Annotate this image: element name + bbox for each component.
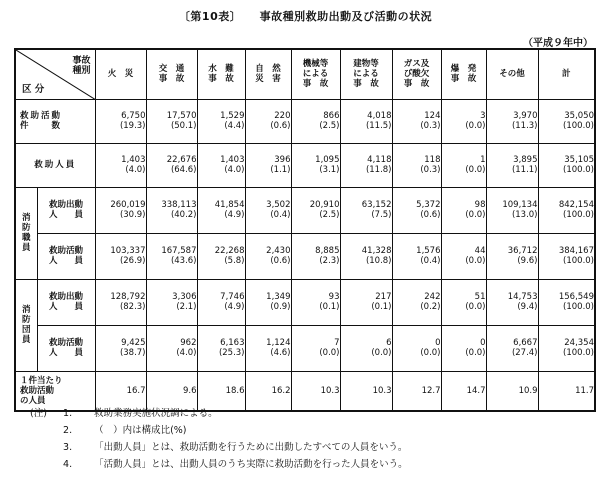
column-header: 火 災 <box>95 49 146 99</box>
table-cell: 3,502 (0.4) <box>245 187 291 233</box>
table-cell: 0 (0.0) <box>392 325 441 371</box>
table-cell: 14.7 <box>441 371 486 411</box>
table-cell: 6,163 (25.3) <box>197 325 245 371</box>
table-cell: 44 (0.0) <box>441 233 486 279</box>
column-header: 機械等 による 事 故 <box>291 49 340 99</box>
table-cell: 384,167 (100.0) <box>538 233 595 279</box>
table-cell: 16.7 <box>95 371 146 411</box>
table-cell: 3,970 (11.3) <box>486 99 538 143</box>
column-header: 交 通 事 故 <box>146 49 197 99</box>
table-cell: 962 (4.0) <box>146 325 197 371</box>
table-cell: 5,372 (0.6) <box>392 187 441 233</box>
table-cell: 6 (0.0) <box>340 325 392 371</box>
row-label-corps-active: 救助活動 人 員 <box>37 325 95 371</box>
corner-bottom-label: 区 分 <box>22 83 45 95</box>
table-cell: 35,105 (100.0) <box>538 143 595 187</box>
note-text: （ ）内は構成比(%) <box>94 425 187 436</box>
table-cell: 16.2 <box>245 371 291 411</box>
table-cell: 0 (0.0) <box>441 325 486 371</box>
table-cell: 24,354 (100.0) <box>538 325 595 371</box>
table-cell: 14,753 (9.4) <box>486 279 538 325</box>
row-label-corps-dispatched: 救助出動 人 員 <box>37 279 95 325</box>
table-cell: 9,425 (38.7) <box>95 325 146 371</box>
table-cell: 22,268 (5.8) <box>197 233 245 279</box>
group-label-fire-staff: 消 防 職 員 <box>15 187 37 279</box>
notes-label: (注) <box>30 408 47 419</box>
group-label-fire-corps: 消 防 団 員 <box>15 279 37 371</box>
table-cell: 260,019 (30.9) <box>95 187 146 233</box>
note-item <box>30 422 408 439</box>
table-cell: 36,712 (9.6) <box>486 233 538 279</box>
table-row <box>15 187 595 233</box>
column-header: 建物等 による 事 故 <box>340 49 392 99</box>
note-item <box>30 439 408 456</box>
note-text: 「活動人員」とは、出動人員のうち実際に救助活動を行った人員をいう。 <box>94 459 408 470</box>
table-cell: 10.3 <box>340 371 392 411</box>
row-label-rescued-persons: 救助人員 <box>15 143 95 187</box>
table-cell: 220 (0.6) <box>245 99 291 143</box>
table-cell: 17,570 (50.1) <box>146 99 197 143</box>
table-cell: 4,118 (11.8) <box>340 143 392 187</box>
note-text: 「出動人員」とは、救助活動を行うために出動したすべての人員をいう。 <box>94 442 408 453</box>
table-cell: 1,349 (0.9) <box>245 279 291 325</box>
table-cell: 217 (0.1) <box>340 279 392 325</box>
note-number: 1. <box>63 408 73 419</box>
table-cell: 156,549 (100.0) <box>538 279 595 325</box>
table-title-text: 事故種別救助出動及び活動の状況 <box>259 10 433 23</box>
note-number: 4. <box>63 459 73 470</box>
table-cell: 41,854 (4.9) <box>197 187 245 233</box>
row-label-staff-active: 救助活動 人 員 <box>37 233 95 279</box>
table-cell: 7 (0.0) <box>291 325 340 371</box>
table-cell: 128,792 (82.3) <box>95 279 146 325</box>
note-text: 救助業務実施状況調による。 <box>94 408 218 419</box>
table-cell: 242 (0.2) <box>392 279 441 325</box>
table-cell: 118 (0.3) <box>392 143 441 187</box>
column-header: 爆 発 事 故 <box>441 49 486 99</box>
table-row <box>15 325 595 371</box>
table-cell: 1,403 (4.0) <box>197 143 245 187</box>
table-cell: 2,430 (0.6) <box>245 233 291 279</box>
table-cell: 10.9 <box>486 371 538 411</box>
table-row <box>15 143 595 187</box>
column-header: 計 <box>538 49 595 99</box>
table-cell: 51 (0.0) <box>441 279 486 325</box>
table-cell: 11.7 <box>538 371 595 411</box>
table-cell: 109,134 (13.0) <box>486 187 538 233</box>
table-cell: 4,018 (11.5) <box>340 99 392 143</box>
rescue-statistics-table <box>14 48 596 412</box>
table-cell: 842,154 (100.0) <box>538 187 595 233</box>
table-cell: 6,750 (19.3) <box>95 99 146 143</box>
table-cell: 1,124 (4.6) <box>245 325 291 371</box>
table-cell: 12.7 <box>392 371 441 411</box>
table-cell: 338,113 (40.2) <box>146 187 197 233</box>
table-cell: 8,885 (2.3) <box>291 233 340 279</box>
column-header: 水 難 事 故 <box>197 49 245 99</box>
table-cell: 1,095 (3.1) <box>291 143 340 187</box>
table-row <box>15 233 595 279</box>
table-cell: 1,576 (0.4) <box>392 233 441 279</box>
table-cell: 6,667 (27.4) <box>486 325 538 371</box>
table-cell: 20,910 (2.5) <box>291 187 340 233</box>
era-label: （平成９年中） <box>523 38 593 49</box>
table-number: 〔第10表〕 <box>178 10 242 23</box>
column-header: その他 <box>486 49 538 99</box>
table-cell: 167,587 (43.6) <box>146 233 197 279</box>
table-cell: 93 (0.1) <box>291 279 340 325</box>
table-cell: 124 (0.3) <box>392 99 441 143</box>
note-item <box>30 405 408 422</box>
note-number: 2. <box>63 425 73 436</box>
header-row <box>15 49 595 99</box>
corner-top-label: 事故 種別 <box>72 56 91 76</box>
note-number: 3. <box>63 442 73 453</box>
column-header: ガス及 び酸欠 事 故 <box>392 49 441 99</box>
row-label-per-case: １件当たり 救助活動 の人員 <box>15 371 95 411</box>
table-cell: 9.6 <box>146 371 197 411</box>
table-cell: 63,152 (7.5) <box>340 187 392 233</box>
table-cell: 22,676 (64.6) <box>146 143 197 187</box>
table-cell: 7,746 (4.9) <box>197 279 245 325</box>
table-cell: 3 (0.0) <box>441 99 486 143</box>
table-cell: 3,895 (11.1) <box>486 143 538 187</box>
row-label-rescue-cases: 救助活動 件 数 <box>15 99 95 143</box>
table-cell: 98 (0.0) <box>441 187 486 233</box>
table-cell: 3,306 (2.1) <box>146 279 197 325</box>
table-cell: 103,337 (26.9) <box>95 233 146 279</box>
table-cell: 10.3 <box>291 371 340 411</box>
row-label-staff-dispatched: 救助出動 人 員 <box>37 187 95 233</box>
table-cell: 35,050 (100.0) <box>538 99 595 143</box>
table-cell: 396 (1.1) <box>245 143 291 187</box>
table-title <box>0 8 611 24</box>
table-cell: 1 (0.0) <box>441 143 486 187</box>
table-cell: 1,403 (4.0) <box>95 143 146 187</box>
header-corner-cell <box>15 49 95 99</box>
notes <box>30 405 408 473</box>
table-cell: 41,328 (10.8) <box>340 233 392 279</box>
table-row <box>15 279 595 325</box>
table-cell: 866 (2.5) <box>291 99 340 143</box>
table-cell: 18.6 <box>197 371 245 411</box>
column-header: 自 然 災 害 <box>245 49 291 99</box>
table-row <box>15 99 595 143</box>
table-cell: 1,529 (4.4) <box>197 99 245 143</box>
note-item <box>30 456 408 473</box>
